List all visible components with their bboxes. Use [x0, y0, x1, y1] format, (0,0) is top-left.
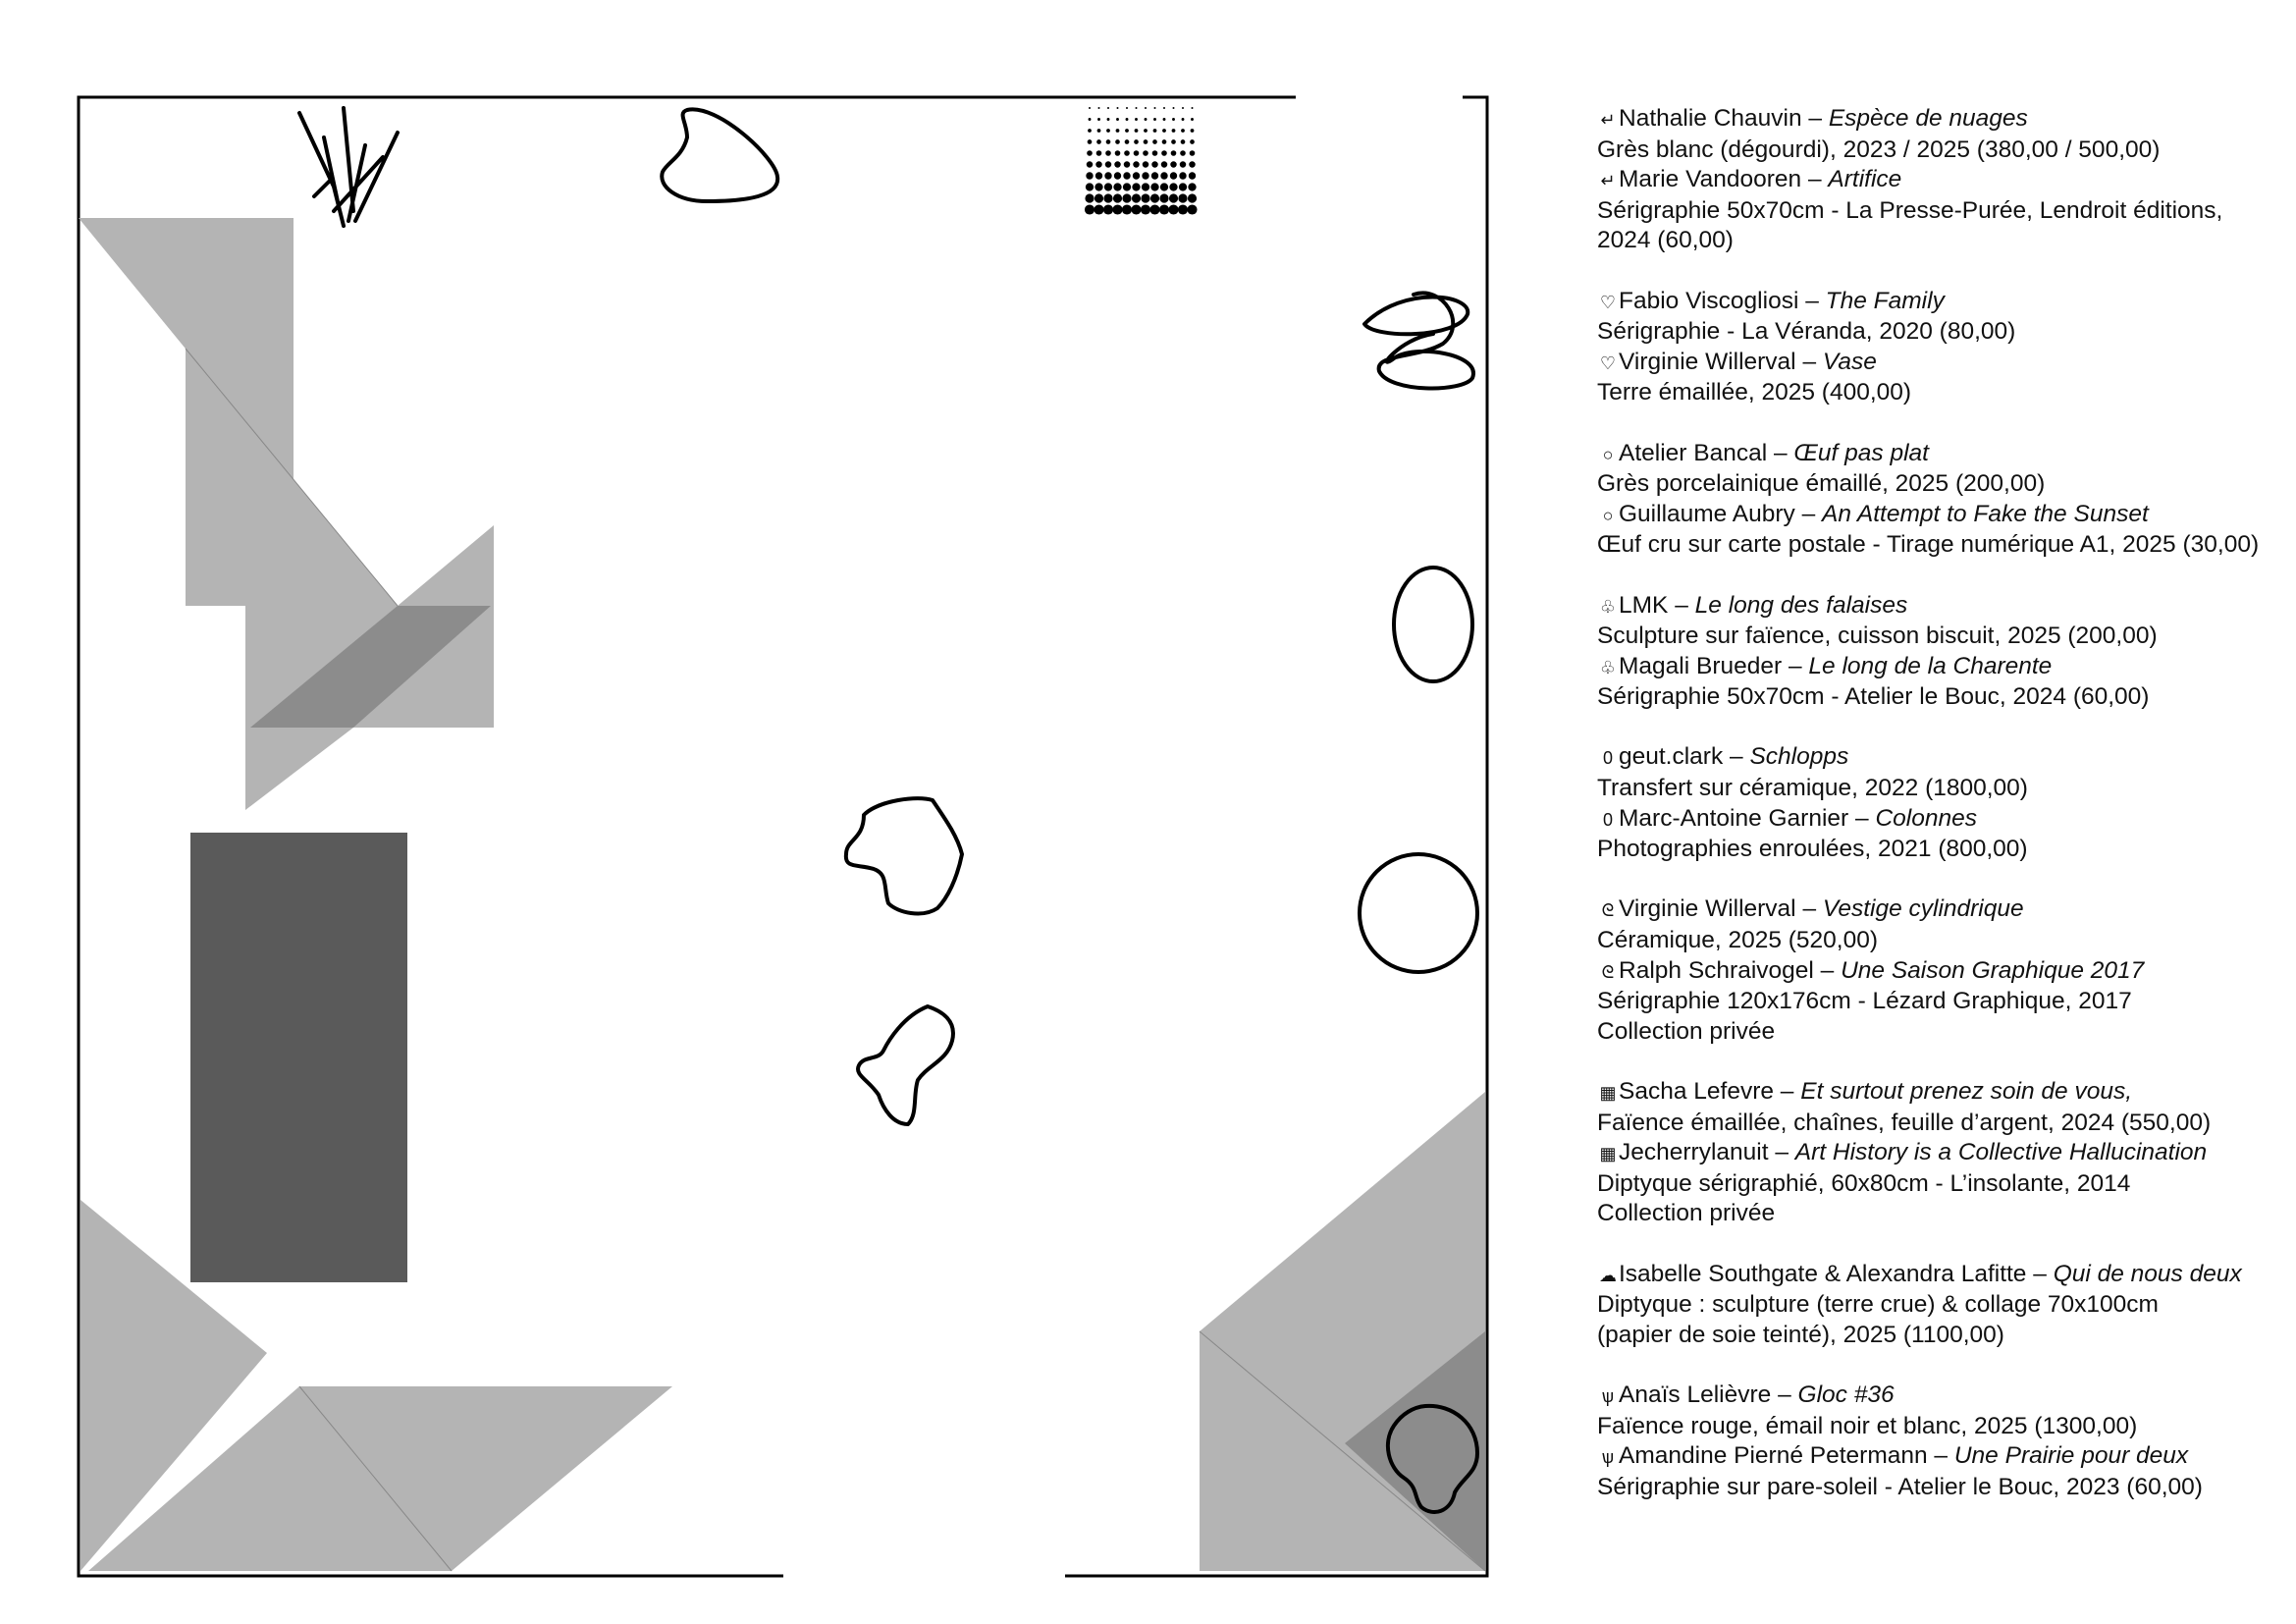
artist-name: Anaïs Lelièvre: [1619, 1380, 1772, 1408]
legend-group: [1597, 439, 2284, 561]
artist-name: Atelier Bancal: [1619, 439, 1768, 466]
artist-name: Isabelle Southgate & Alexandra Lafitte: [1619, 1260, 2027, 1287]
artist-name: Jecherrylanuit: [1619, 1139, 1769, 1166]
legend-entry-heading: [1597, 1260, 2284, 1291]
artist-name: Sacha Lefevre: [1619, 1078, 1774, 1105]
artist-name: Amandine Pierné Petermann: [1619, 1442, 1928, 1470]
dot: [1182, 107, 1184, 109]
legend-marker-icon: ♧: [1599, 596, 1617, 617]
dot: [1135, 118, 1138, 121]
artist-name: Magali Brueder: [1619, 652, 1783, 679]
separator: –: [1813, 956, 1842, 984]
artist-name: Ralph Schraivogel: [1619, 956, 1814, 984]
dot: [1145, 107, 1147, 109]
dot: [1089, 118, 1092, 121]
dot: [1188, 183, 1196, 190]
artist-name: geut.clark: [1619, 743, 1724, 771]
shapes-upper-left: [79, 218, 494, 1282]
legend-entry-heading: [1597, 287, 2284, 318]
artwork-details: Sérigraphie 120x176cm - Lézard Graphique, 2017: [1597, 988, 2132, 1015]
dot: [1107, 107, 1109, 109]
separator: –: [1801, 166, 1829, 193]
legend-marker-icon: ѱ: [1601, 1385, 1615, 1406]
dot: [1142, 183, 1149, 190]
artwork-details: 2024 (60,00): [1597, 227, 1734, 254]
dot: [1169, 183, 1177, 190]
legend-marker-icon: ↵: [1600, 110, 1616, 130]
artwork-title: Une Prairie pour deux: [1953, 1442, 2189, 1470]
artwork-title: Et surtout prenez soin de vous,: [1800, 1078, 2132, 1105]
dot: [1132, 193, 1141, 202]
dot: [1181, 139, 1186, 144]
dot: [1116, 129, 1120, 133]
artwork-details: Sérigraphie sur pare-soleil - Atelier le Bouc, 2023 (60,00): [1597, 1473, 2203, 1500]
artwork-details: Grès porcelainique émaillé, 2025 (200,00): [1597, 470, 2046, 498]
legend-entry-heading: [1597, 439, 2284, 470]
artwork-title: Gloc #36: [1797, 1380, 1895, 1408]
dot: [1086, 172, 1093, 179]
separator: –: [1768, 1139, 1795, 1166]
artist-name: Marc-Antoine Garnier: [1619, 804, 1849, 832]
dot: [1160, 183, 1168, 190]
dot: [1188, 193, 1197, 202]
artwork-details: Transfert sur céramique, 2022 (1800,00): [1597, 775, 2028, 802]
dot: [1192, 107, 1194, 109]
dot: [1087, 161, 1094, 168]
dot: [1144, 129, 1148, 133]
separator: –: [1927, 1442, 1954, 1470]
dot: [1096, 150, 1102, 156]
dot: [1096, 139, 1101, 144]
dot: [1105, 161, 1112, 168]
dot: [1122, 193, 1131, 202]
legend-marker-icon: ♡: [1599, 352, 1617, 373]
legend-group: [1597, 1260, 2284, 1351]
legend-entry-heading: [1597, 1077, 2284, 1109]
separator: –: [1774, 1078, 1801, 1105]
artwork-title: Schlopps: [1749, 743, 1849, 771]
legend-entry-heading: [1597, 104, 2284, 135]
legend-entry-heading: [1597, 165, 2284, 196]
artwork-details: Photographies enroulées, 2021 (800,00): [1597, 836, 2028, 863]
artist-name: Nathalie Chauvin: [1619, 105, 1802, 132]
dot: [1113, 183, 1121, 190]
dot: [1150, 193, 1159, 202]
artwork-details: Grès blanc (dégourdi), 2023 / 2025 (380,00 / 500,00): [1597, 135, 2161, 163]
artwork-title: Œuf pas plat: [1793, 439, 1929, 466]
dot: [1154, 107, 1156, 109]
dot: [1097, 118, 1100, 121]
dot: [1151, 161, 1158, 168]
dot: [1172, 118, 1175, 121]
dot: [1097, 129, 1101, 133]
artwork-legend: [1597, 104, 2284, 1533]
dot: [1179, 183, 1187, 190]
dot: [1117, 107, 1119, 109]
dot: [1187, 204, 1197, 214]
artwork-details: Œuf cru sur carte postale - Tirage numérique A1, 2025 (30,00): [1597, 531, 2260, 559]
dot: [1133, 172, 1140, 179]
dot: [1088, 139, 1093, 144]
artwork-title: Colonnes: [1875, 804, 1977, 832]
ellipse-icon: [1394, 568, 1472, 681]
legend-marker-icon: 0: [1602, 809, 1613, 830]
legend-entry-heading: [1597, 1138, 2284, 1169]
artwork-details: Sérigraphie 50x70cm - Atelier le Bouc, 2024 (60,00): [1597, 683, 2150, 711]
artwork-title: Art History is a Collective Hallucination: [1794, 1139, 2208, 1166]
artwork-title: An Attempt to Fake the Sunset: [1822, 500, 2149, 527]
dot: [1126, 107, 1128, 109]
grass-icon: [299, 108, 398, 226]
legend-marker-icon: ☁: [1599, 1265, 1617, 1285]
dot: [1134, 150, 1140, 156]
dot: [1169, 193, 1178, 202]
dot: [1106, 139, 1111, 144]
dot: [1143, 161, 1149, 168]
separator: –: [1668, 591, 1695, 619]
legend-group: [1597, 287, 2284, 408]
legend-marker-icon: ᘓ: [1601, 961, 1615, 982]
dot: [1190, 150, 1196, 156]
legend-group: [1597, 894, 2284, 1047]
dot: [1123, 183, 1131, 190]
dot: [1124, 150, 1130, 156]
light-triangle-3: [245, 728, 353, 810]
dot: [1161, 161, 1168, 168]
dot: [1106, 129, 1110, 133]
puzzle-blob-icon: [846, 798, 962, 913]
artwork-details: Terre émaillée, 2025 (400,00): [1597, 379, 1912, 406]
legend-marker-icon: ᘓ: [1601, 900, 1615, 921]
legend-entry-heading: [1597, 742, 2284, 774]
dot: [1115, 139, 1120, 144]
artist-name: Marie Vandooren: [1619, 166, 1802, 193]
dot: [1142, 172, 1148, 179]
dot: [1141, 193, 1149, 202]
dot: [1143, 150, 1148, 156]
legend-entry-heading: [1597, 1441, 2284, 1473]
dot: [1180, 150, 1186, 156]
dot: [1086, 183, 1094, 190]
dot: [1134, 139, 1139, 144]
dot: [1152, 139, 1157, 144]
dot: [1145, 118, 1148, 121]
dot: [1152, 150, 1158, 156]
separator: –: [1795, 348, 1823, 375]
dot: [1150, 183, 1158, 190]
legend-entry-heading: [1597, 1380, 2284, 1412]
artwork-title: Vestige cylindrique: [1822, 895, 2024, 923]
separator: –: [1771, 1380, 1798, 1408]
dot: [1180, 161, 1187, 168]
dot: [1141, 204, 1150, 214]
dot: [1179, 172, 1186, 179]
dot: [1182, 118, 1185, 121]
dot-grid-icon: [1085, 107, 1198, 215]
dot: [1124, 161, 1131, 168]
artwork-title: Le long de la Charente: [1808, 652, 2053, 679]
artwork-title: Artifice: [1828, 166, 1902, 193]
legend-marker-icon: ▦: [1599, 1144, 1617, 1164]
dot: [1151, 172, 1158, 179]
dot: [1162, 129, 1166, 133]
separator: –: [1848, 804, 1876, 832]
dot: [1161, 150, 1167, 156]
artwork-details: Collection privée: [1597, 1200, 1776, 1227]
legend-marker-icon: ♧: [1599, 657, 1617, 677]
legend-marker-icon: ○: [1602, 505, 1614, 525]
artist-name: Fabio Viscogliosi: [1619, 287, 1799, 314]
dot: [1178, 193, 1187, 202]
dot: [1170, 161, 1177, 168]
artwork-details: Céramique, 2025 (520,00): [1597, 927, 1879, 954]
dot: [1159, 204, 1169, 214]
artwork-title: Vase: [1822, 348, 1877, 375]
artist-name: Virginie Willerval: [1619, 895, 1796, 923]
dot: [1113, 193, 1122, 202]
separator: –: [1767, 439, 1794, 466]
separator: –: [1798, 287, 1826, 314]
legend-group: [1597, 591, 2284, 713]
dark-rectangle: [190, 833, 407, 1282]
dot: [1089, 107, 1091, 109]
dot: [1095, 161, 1102, 168]
dot: [1095, 183, 1102, 190]
dot: [1171, 139, 1176, 144]
dot: [1136, 107, 1138, 109]
dot: [1123, 172, 1130, 179]
dot: [1095, 193, 1103, 202]
legend-entry-heading: [1597, 652, 2284, 683]
dot: [1173, 107, 1175, 109]
artwork-details: Collection privée: [1597, 1017, 1776, 1045]
dot: [1104, 172, 1111, 179]
circle-icon: [1360, 854, 1477, 972]
right-triangle-top: [1200, 1092, 1485, 1331]
legend-entry-heading: [1597, 804, 2284, 836]
separator: –: [1795, 895, 1823, 923]
dot: [1191, 118, 1194, 121]
dot: [1163, 118, 1166, 121]
dot: [1189, 161, 1196, 168]
dot: [1098, 107, 1100, 109]
separator: –: [1723, 743, 1750, 771]
legend-group: [1597, 1380, 2284, 1502]
artwork-title: The Family: [1825, 287, 1945, 314]
dot: [1126, 118, 1129, 121]
dot: [1105, 150, 1111, 156]
legend-marker-icon: ○: [1602, 444, 1614, 464]
dot: [1133, 161, 1140, 168]
legend-group: [1597, 104, 2284, 256]
artist-name: Virginie Willerval: [1619, 348, 1796, 375]
legend-entry-heading: [1597, 894, 2284, 926]
legend-marker-icon: 0: [1602, 748, 1613, 769]
dot: [1160, 172, 1167, 179]
separator: –: [1782, 652, 1809, 679]
dot: [1125, 139, 1130, 144]
dot: [1132, 183, 1140, 190]
dot: [1163, 107, 1165, 109]
legend-entry-heading: [1597, 956, 2284, 988]
artist-name: LMK: [1619, 591, 1669, 619]
separator: –: [1801, 105, 1829, 132]
sprout-blob-icon: [858, 1006, 953, 1124]
dot: [1170, 172, 1177, 179]
light-triangle-2: [398, 525, 494, 606]
artwork-details: Sculpture sur faïence, cuisson biscuit, 2025 (200,00): [1597, 623, 2158, 650]
dot: [1116, 118, 1119, 121]
dot: [1112, 204, 1122, 214]
legend-marker-icon: ▦: [1599, 1083, 1617, 1103]
dot: [1190, 139, 1195, 144]
legend-entry-heading: [1597, 591, 2284, 623]
dot: [1171, 150, 1177, 156]
dot: [1144, 139, 1148, 144]
artwork-title: Espèce de nuages: [1828, 105, 2028, 132]
legend-group: [1597, 742, 2284, 864]
dot: [1162, 139, 1167, 144]
dot: [1135, 129, 1139, 133]
legend-marker-icon: ♡: [1599, 292, 1617, 312]
legend-marker-icon: ↵: [1600, 171, 1616, 191]
dot: [1159, 193, 1168, 202]
artwork-details: Diptyque sérigraphié, 60x80cm - L’insolante, 2014: [1597, 1169, 2131, 1197]
separator: –: [1794, 500, 1823, 527]
artwork-title: Qui de nous deux: [2053, 1260, 2242, 1287]
dot: [1085, 193, 1094, 202]
dot: [1095, 172, 1102, 179]
dot: [1172, 129, 1176, 133]
artwork-details: Sérigraphie - La Véranda, 2020 (80,00): [1597, 318, 2016, 346]
dot: [1153, 118, 1156, 121]
legend-marker-icon: ѱ: [1601, 1447, 1615, 1468]
legend-entry-heading: [1597, 348, 2284, 379]
dot: [1103, 193, 1112, 202]
separator: –: [2026, 1260, 2054, 1287]
dot: [1178, 204, 1188, 214]
dot: [1168, 204, 1178, 214]
dot: [1191, 129, 1195, 133]
artwork-details: Faïence émaillée, chaînes, feuille d’argent, 2024 (550,00): [1597, 1109, 2212, 1136]
dot: [1189, 172, 1196, 179]
artwork-details: (papier de soie teinté), 2025 (1100,00): [1597, 1321, 2004, 1348]
dot: [1094, 204, 1103, 214]
artwork-details: Faïence rouge, émail noir et blanc, 2025 (1300,00): [1597, 1412, 2138, 1439]
dot: [1149, 204, 1159, 214]
dot: [1125, 129, 1129, 133]
dot: [1153, 129, 1157, 133]
dot: [1087, 150, 1093, 156]
artwork-title: Le long des falaises: [1694, 591, 1908, 619]
dot: [1114, 161, 1121, 168]
dot: [1107, 118, 1110, 121]
legend-group: [1597, 1077, 2284, 1229]
artist-name: Guillaume Aubry: [1619, 500, 1795, 527]
artwork-details: Diptyque : sculpture (terre crue) & collage 70x100cm: [1597, 1291, 2159, 1319]
dot: [1115, 150, 1121, 156]
dot: [1103, 204, 1113, 214]
blob-icon: [662, 109, 777, 201]
dot: [1131, 204, 1141, 214]
dot: [1114, 172, 1121, 179]
artwork-details: Sérigraphie 50x70cm - La Presse-Purée, Lendroit éditions,: [1597, 196, 2223, 224]
dot: [1122, 204, 1132, 214]
dot: [1088, 129, 1092, 133]
legend-entry-heading: [1597, 500, 2284, 531]
loop-icon: [1364, 293, 1473, 388]
artwork-title: Une Saison Graphique 2017: [1841, 956, 2145, 984]
dot: [1181, 129, 1185, 133]
dot: [1104, 183, 1112, 190]
dot: [1085, 204, 1095, 214]
